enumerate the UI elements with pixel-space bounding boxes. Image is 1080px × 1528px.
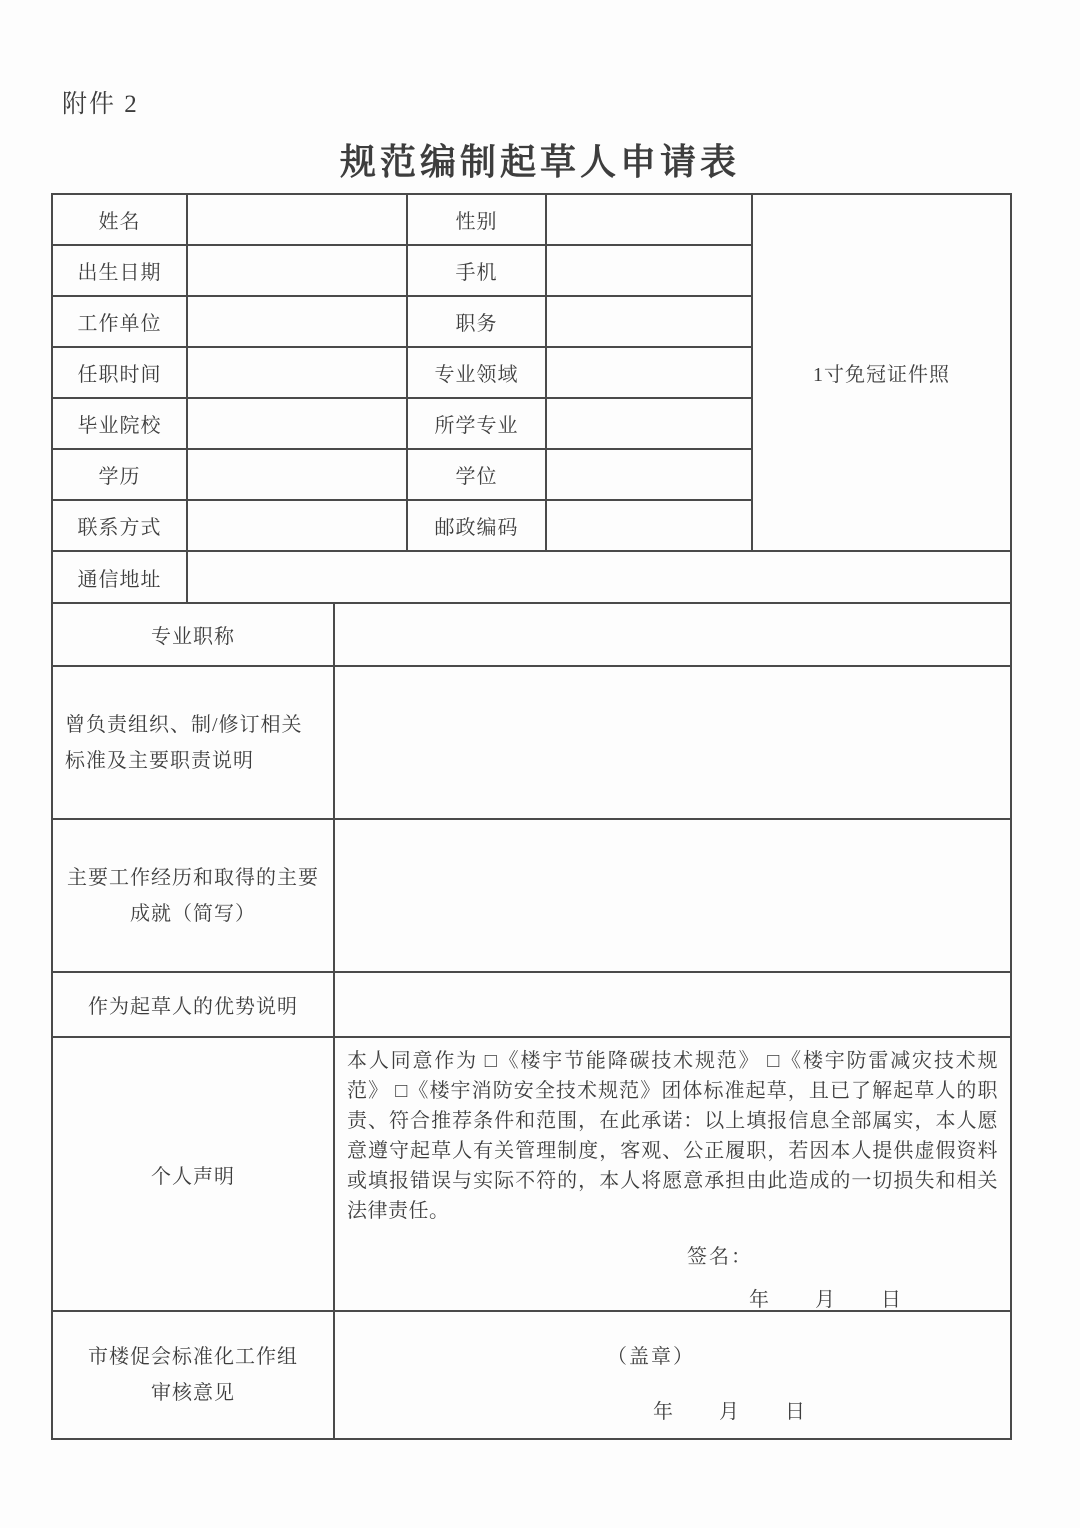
major-label: 所学专业 — [408, 399, 547, 450]
mailing-address-value-cell — [188, 552, 1010, 604]
name-value-cell — [188, 195, 408, 246]
work-unit-label: 工作单位 — [53, 297, 188, 348]
work-experience-label: 主要工作经历和取得的主要成就（简写） — [53, 820, 335, 973]
review-opinion-cell — [335, 1312, 1010, 1438]
birth-date-value-cell — [188, 246, 408, 297]
education-label: 学历 — [53, 450, 188, 501]
tenure-value-cell — [188, 348, 408, 399]
postal-code-value-cell — [547, 501, 753, 552]
standards-history-label: 曾负责组织、制/修订相关标准及主要职责说明 — [53, 667, 335, 820]
gender-label: 性别 — [408, 195, 547, 246]
declaration-text: 本人同意作为 □《楼宇节能降碳技术规范》 □《楼宇防雷减灾技术规范》 □《楼宇消防安全技术规范》团体标准起草，且已了解起草人的职责、符合推荐条件和范围，在此承诺：以上填报信息全部属实，本人愿意遵守起草人有关管理制度，客观、公正履职，若因本人提供虚假资料或填报错误与实际不符的，本人将愿意承担由此造成的一切损失和相关法律责任。 — [347, 1050, 998, 1222]
standards-history-value-cell — [335, 667, 1010, 820]
photo-placeholder: 1寸免冠证件照 — [753, 195, 1010, 552]
professional-field-value-cell — [547, 348, 753, 399]
review-opinion-label — [53, 1312, 335, 1438]
position-label: 职务 — [408, 297, 547, 348]
degree-label: 学位 — [408, 450, 547, 501]
drafter-advantage-value-cell — [335, 973, 1010, 1038]
application-form-table — [51, 193, 1012, 1440]
professional-field-label: 专业领域 — [408, 348, 547, 399]
personal-declaration-label: 个人声明 — [53, 1038, 335, 1312]
graduate-school-label: 毕业院校 — [53, 399, 188, 450]
tenure-label: 任职时间 — [53, 348, 188, 399]
gender-value-cell — [547, 195, 753, 246]
contact-value-cell — [188, 501, 408, 552]
postal-code-label: 邮政编码 — [408, 501, 547, 552]
drafter-advantage-label: 作为起草人的优势说明 — [53, 973, 335, 1038]
mobile-value-cell — [547, 246, 753, 297]
degree-value-cell — [547, 450, 753, 501]
review-date-line: 年 月 日 — [653, 1401, 807, 1423]
education-value-cell — [188, 450, 408, 501]
mobile-label: 手机 — [408, 246, 547, 297]
work-unit-value-cell — [188, 297, 408, 348]
professional-title-label: 专业职称 — [53, 604, 335, 667]
mailing-address-label: 通信地址 — [53, 552, 188, 604]
declaration-date-line: 年 月 日 — [749, 1289, 903, 1311]
signature-label: 签名： — [687, 1246, 753, 1268]
professional-title-value-cell — [335, 604, 1010, 667]
major-value-cell — [547, 399, 753, 450]
contact-label: 联系方式 — [53, 501, 188, 552]
personal-declaration-cell — [335, 1038, 1010, 1312]
attachment-label: 附件 2 — [62, 91, 139, 118]
review-opinion-label-line1: 市楼促会标准化工作组 — [88, 1346, 298, 1368]
form-title: 规范编制起草人申请表 — [339, 142, 740, 182]
birth-date-label: 出生日期 — [53, 246, 188, 297]
name-label: 姓名 — [53, 195, 188, 246]
seal-placeholder: （盖章） — [607, 1346, 695, 1368]
position-value-cell — [547, 297, 753, 348]
review-opinion-label-line2: 审核意见 — [151, 1382, 235, 1404]
work-experience-value-cell — [335, 820, 1010, 973]
graduate-school-value-cell — [188, 399, 408, 450]
